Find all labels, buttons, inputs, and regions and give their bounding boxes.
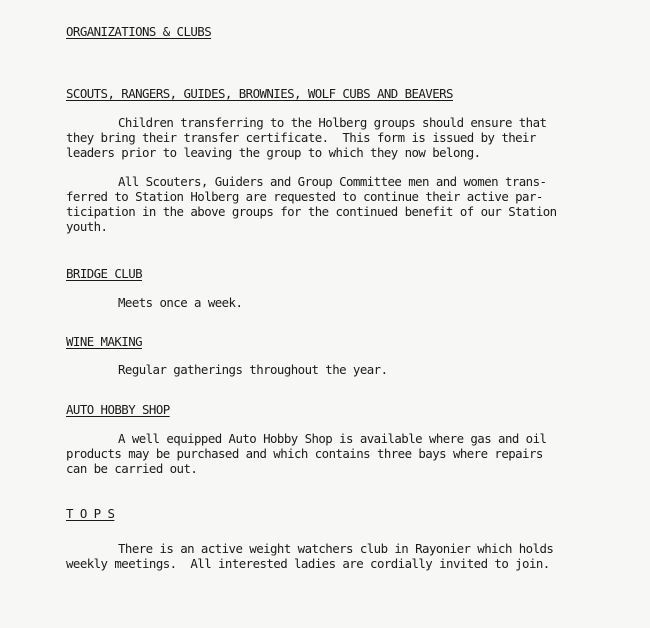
section-heading-wine-making: WINE MAKING xyxy=(66,334,143,349)
scouts-p1-line3: leaders prior to leaving the group to which they now belong. xyxy=(66,145,481,160)
section-heading-bridge-club: BRIDGE CLUB xyxy=(66,266,143,281)
scouts-p1-line1: Children transferring to the Holberg groups should ensure that xyxy=(118,115,547,130)
auto-hobby-line2: products may be purchased and which contains three bays where repairs xyxy=(66,446,543,461)
scouts-p2-line3: ticipation in the above groups for the continued benefit of our Station xyxy=(66,204,557,219)
auto-hobby-line3: can be carried out. xyxy=(66,461,198,476)
scouts-p1-line2: they bring their transfer certificate. This form is issued by their xyxy=(66,130,536,145)
scouts-p2-line2: ferred to Station Holberg are requested to continue their active par- xyxy=(66,189,543,204)
section-heading-tops: T O P S xyxy=(66,506,115,521)
auto-hobby-line1: A well equipped Auto Hobby Shop is available where gas and oil xyxy=(118,431,547,446)
scouts-p2-line4: youth. xyxy=(66,219,108,234)
section-heading-auto-hobby-shop: AUTO HOBBY SHOP xyxy=(66,402,170,417)
section-heading-scouts: SCOUTS, RANGERS, GUIDES, BROWNIES, WOLF CUBS AND BEAVERS xyxy=(66,86,453,101)
tops-line2: weekly meetings. All interested ladies are cordially invited to join. xyxy=(66,556,550,571)
wine-making-text: Regular gatherings throughout the year. xyxy=(118,362,388,377)
tops-line1: There is an active weight watchers club in Rayonier which holds xyxy=(118,541,554,556)
bridge-club-text: Meets once a week. xyxy=(118,295,243,310)
page-title: ORGANIZATIONS & CLUBS xyxy=(66,24,212,39)
scouts-p2-line1: All Scouters, Guiders and Group Committee men and women trans- xyxy=(118,174,547,189)
